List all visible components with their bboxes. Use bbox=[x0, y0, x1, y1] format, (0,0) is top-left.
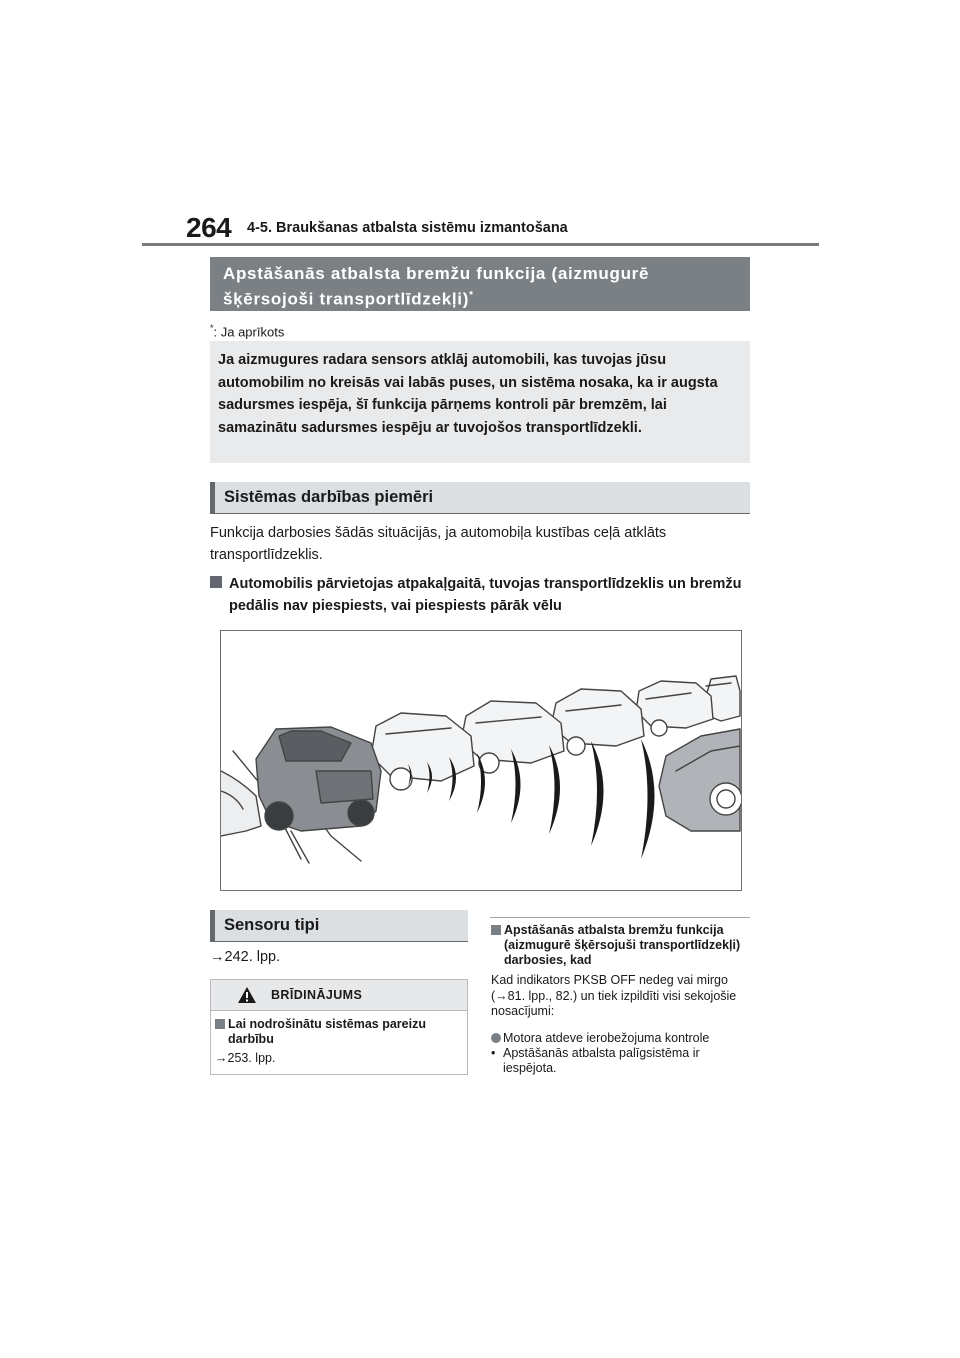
chapter-title: 4-5. Braukšanas atbalsta sistēmu izmantošana bbox=[247, 220, 568, 236]
page-number: 264 bbox=[186, 212, 232, 243]
right-column-divider bbox=[490, 917, 750, 918]
warning-page-reference[interactable]: →253. lpp. bbox=[215, 1051, 276, 1065]
condition-bullet bbox=[491, 1031, 749, 1046]
footnote-text: : Ja aprīkots bbox=[213, 324, 285, 340]
operation-conditions-paragraph: Kad indikators PKSB OFF nedeg vai mirgo (→81. lpp., 82.) un tiek izpildīti visi sekojošie nosacījumi: bbox=[491, 973, 737, 1018]
square-bullet-icon bbox=[491, 925, 501, 935]
section-title-line2 bbox=[223, 285, 738, 311]
examples-paragraph: Funkcija darbosies šādās situācijās, ja automobiļa kustības ceļā atklāts transportlīdzeklis. bbox=[210, 525, 667, 563]
rear-cross-traffic-illustration bbox=[220, 630, 742, 891]
operation-conditions-heading-text: Apstāšanās atbalsta bremžu funkcija (aizmugurē šķērsojuši transportlīdzekļi) darbosies, kad bbox=[504, 923, 741, 967]
intro-summary-box: Ja aizmugures radara sensors atklāj automobili, kas tuvojas jūsu automobilim no kreisās vai labās puses, un sistēma nosaka, ka ir augsta sadursmes iespēja, šī funkcija pārņems kontroli pār bremzēm, lai samazinātu sadursmes iespēju ar tuvojošos transportlīdzekli. bbox=[210, 341, 750, 463]
section-title-line2-text: šķērsojoši transportlīdzekļi) bbox=[223, 289, 470, 309]
square-bullet-icon bbox=[210, 576, 222, 588]
sensors-section-heading-text: Sensoru tipi bbox=[224, 916, 320, 934]
warning-box bbox=[210, 979, 468, 1075]
examples-section-heading-text: Sistēmas darbības piemēri bbox=[224, 488, 434, 506]
warning-subheading bbox=[215, 1017, 463, 1047]
examples-bullet-text: Automobilis pārvietojas atpakaļgaitā, tuvojas transportlīdzeklis un bremžu pedālis nav piespiests, vai piespiests pārāk vēlu bbox=[229, 576, 742, 614]
sensors-section-heading bbox=[210, 910, 468, 942]
condition-sub-item-text: Apstāšanās atbalsta palīgsistēma ir iespējota. bbox=[503, 1046, 700, 1075]
title-asterisk: * bbox=[469, 290, 474, 301]
footnote bbox=[210, 323, 284, 339]
examples-section-heading bbox=[210, 482, 750, 514]
condition-bullet-text: Motora atdeve ierobežojuma kontrole bbox=[503, 1031, 710, 1045]
warning-subheading-text: Lai nodrošinātu sistēmas pareizu darbību bbox=[228, 1017, 426, 1046]
sensors-page-reference[interactable]: →242. lpp. bbox=[210, 949, 281, 965]
sub-item-marker: • bbox=[491, 1046, 496, 1060]
warning-title: BRĪDINĀJUMS bbox=[271, 988, 363, 1002]
header-divider bbox=[142, 243, 819, 246]
warning-header bbox=[211, 980, 467, 1011]
footnote-marker: * bbox=[210, 323, 214, 333]
square-bullet-icon bbox=[215, 1019, 225, 1029]
condition-sub-item bbox=[491, 1046, 749, 1076]
section-title-line1: Apstāšanās atbalsta bremžu funkcija (aizmugurē bbox=[223, 264, 650, 283]
operation-conditions-heading bbox=[491, 923, 749, 968]
examples-bullet-heading bbox=[210, 573, 750, 617]
parking-lot-diagram bbox=[221, 631, 741, 890]
round-bullet-icon bbox=[491, 1033, 501, 1043]
section-title-bar bbox=[210, 257, 750, 311]
warning-triangle-icon bbox=[237, 986, 257, 1004]
